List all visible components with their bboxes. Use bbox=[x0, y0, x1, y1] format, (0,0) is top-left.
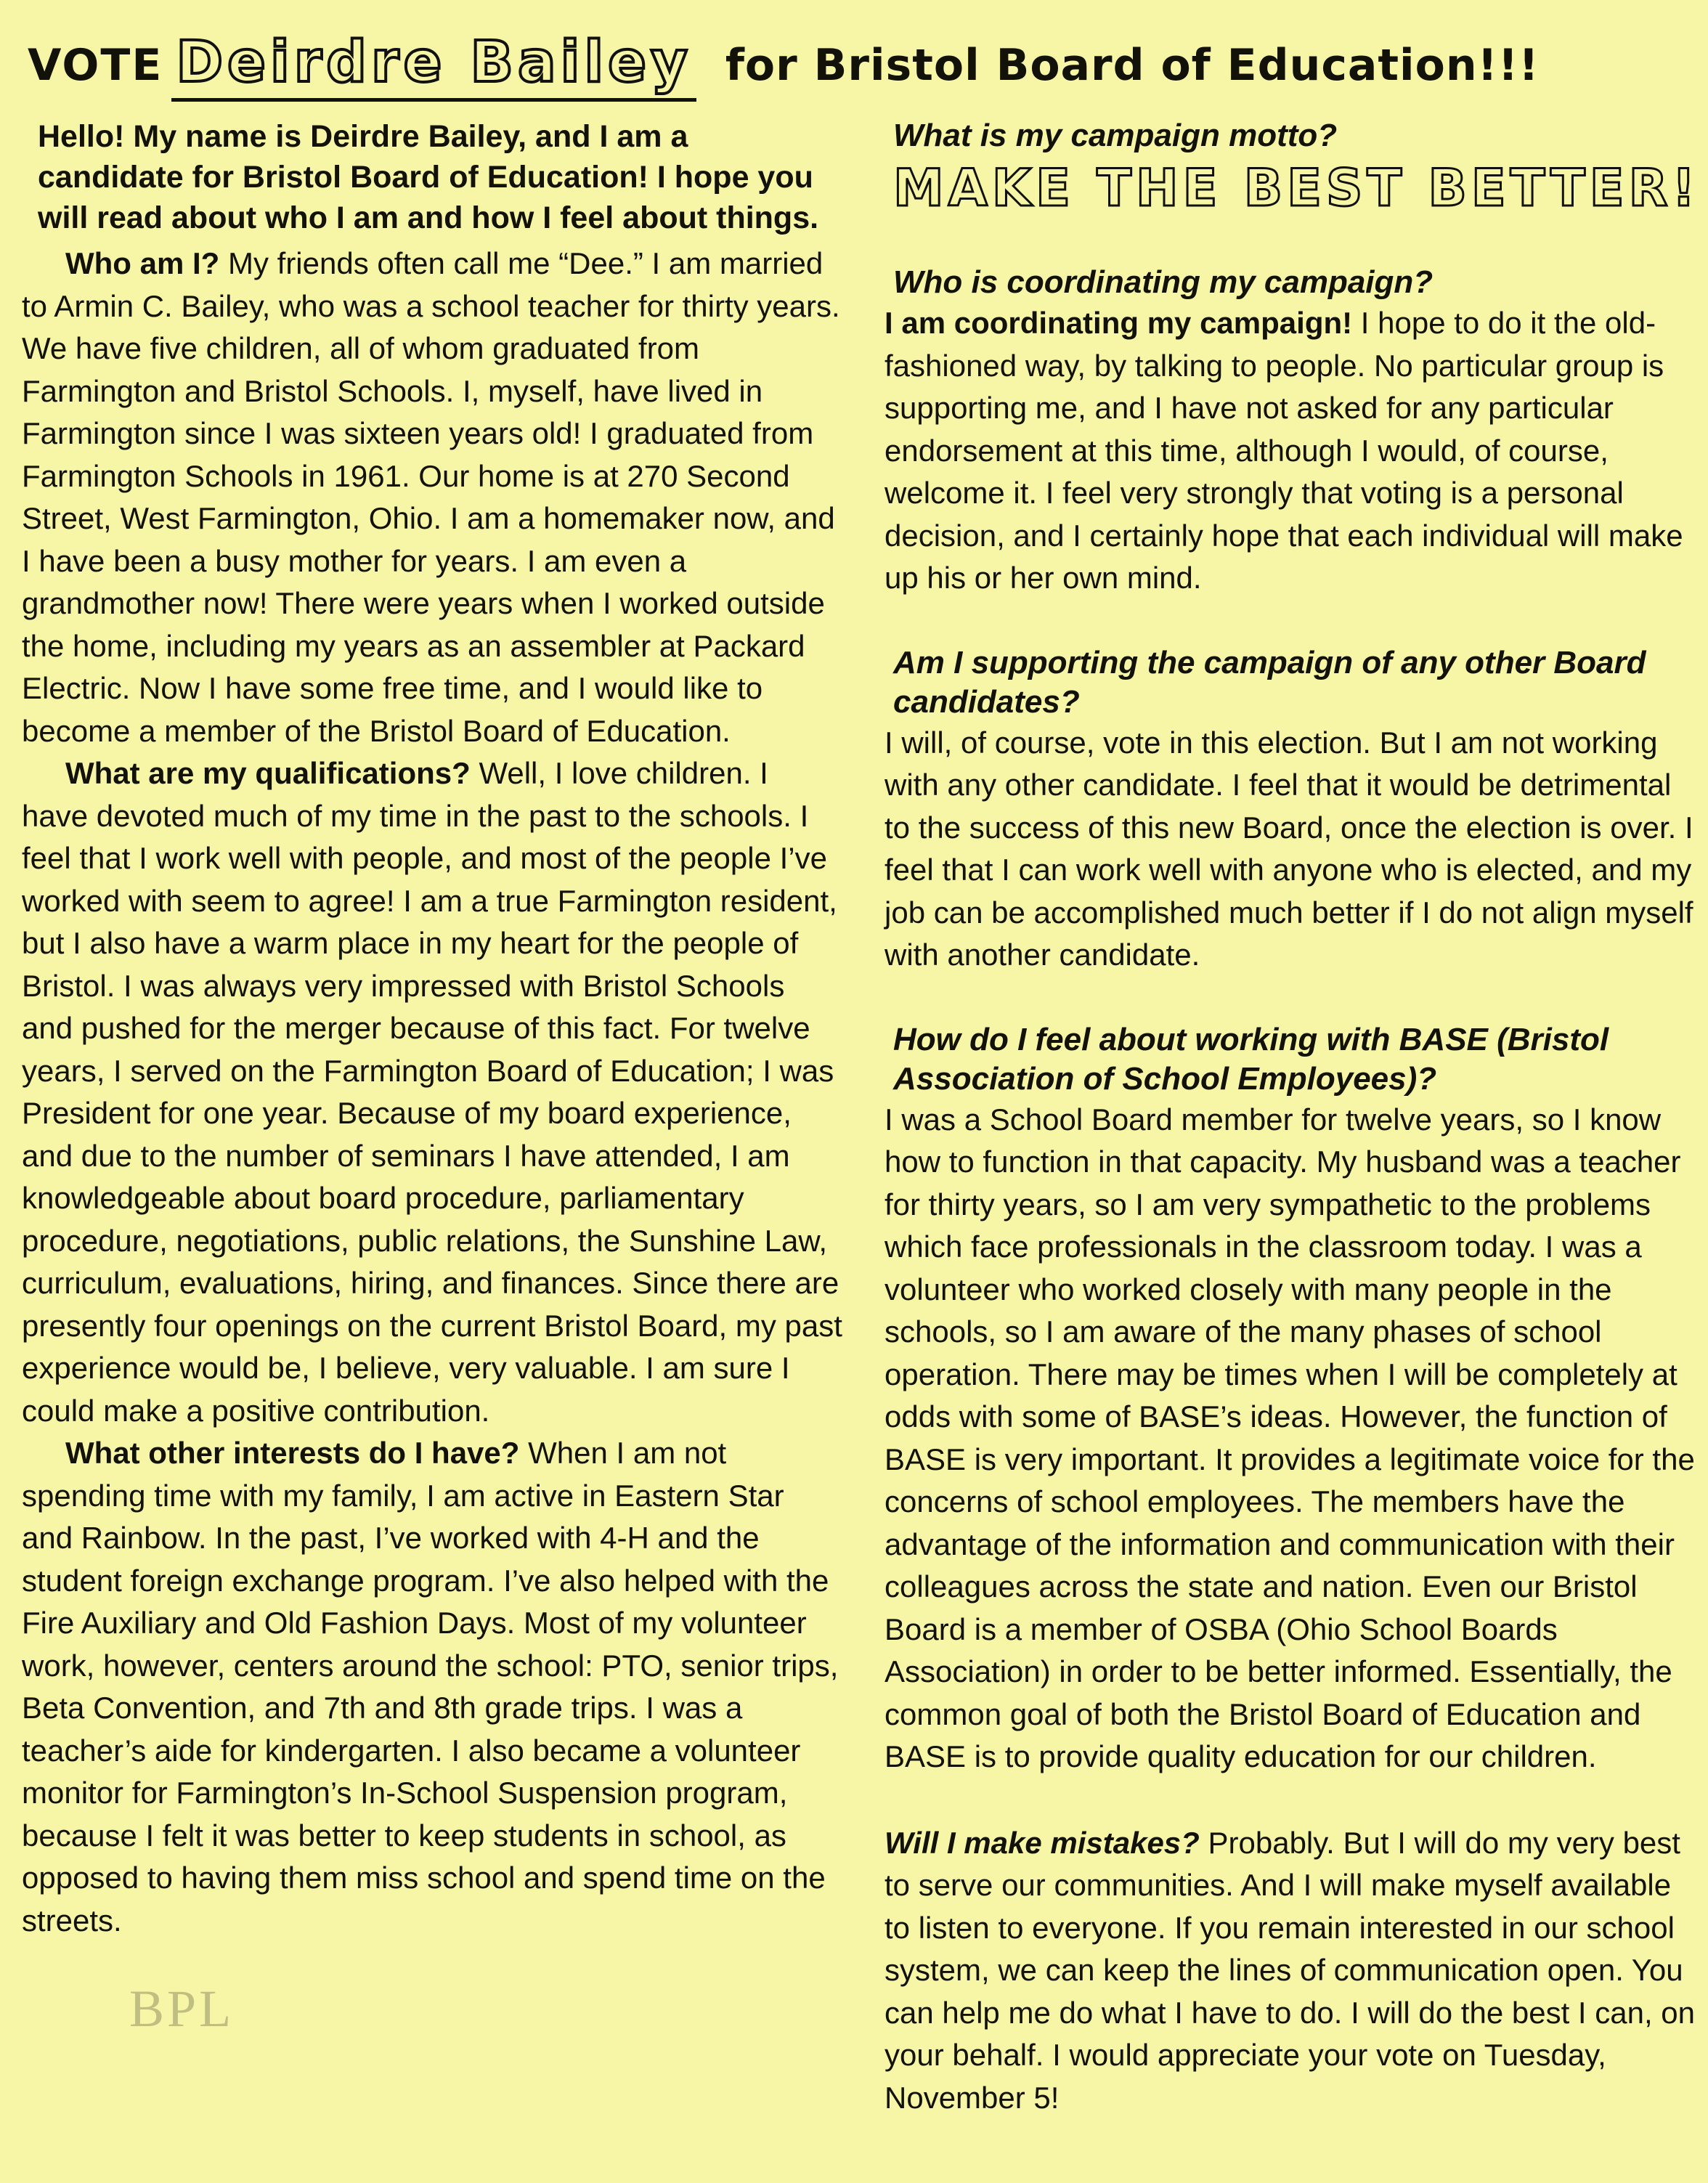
coordinating-lead: I am coordinating my campaign! bbox=[884, 306, 1353, 340]
motto-section bbox=[871, 116, 1700, 218]
flyer-header bbox=[28, 22, 1691, 109]
mistakes-section bbox=[871, 1822, 1696, 2120]
base-section bbox=[871, 1020, 1696, 1778]
intro-text: Hello! My name is Deirdre Bailey, and I am a candidate for Bristol Board of Education! I hope you will read about who I am and how I feel about things. bbox=[38, 119, 819, 235]
mistakes-body bbox=[871, 1822, 1696, 2120]
right-column bbox=[871, 116, 1700, 2163]
support-question: Am I supporting the campaign of any other Board candidates? bbox=[893, 644, 1646, 720]
base-question: How do I feel about working with BASE (Bristol Association of School Employees)? bbox=[893, 1021, 1609, 1097]
candidate-name: Deirdre Bailey bbox=[171, 30, 696, 102]
library-watermark: BPL bbox=[129, 1980, 235, 2038]
who-section bbox=[22, 243, 842, 752]
coordinating-body bbox=[871, 302, 1696, 600]
coordinating-question: Who is coordinating my campaign? bbox=[893, 264, 1434, 300]
header-tagline: for Bristol Board of Education!!! bbox=[725, 40, 1540, 91]
campaign-motto: MAKE THE BEST BETTER! bbox=[893, 158, 1700, 218]
interests-section bbox=[22, 1432, 842, 1942]
interests-text: When I am not spending time with my family, I am active in Eastern Star and Rainbow. In the past, I’ve worked with 4-H and the student foreign exchange program. I’ve also helped with the Fire Auxiliary and Old Fashion Days. Most of my volunteer work, however, centers around the school: PTO, senior trips, Beta Convention, and 7th and 8th grade trips. I was a teacher’s aide for kindergarten. I also became a volunteer monitor for Farmington’s In-School Suspension program, because I felt it was better to keep students in school, as opposed to having them miss school and spend time on the streets. bbox=[22, 1436, 839, 1938]
who-text: My friends often call me “Dee.” I am married to Armin C. Bailey, who was a school teacher for thirty years. We have five children, all of whom graduated from Farmington and Bristol Schools. I, myself, have lived in Farmington since I was sixteen years old! I graduated from Farmington Schools in 1961. Our home is at 270 Second Street, West Farmington, Ohio. I am a homemaker now, and I have been a busy mother for years. I am even a grandmother now! There were years when I worked outside the home, including my years as an assembler at Packard Electric. Now I have some free time, and I would like to become a member of the Bristol Board of Education. bbox=[22, 246, 840, 748]
mistakes-question: Will I make mistakes? bbox=[884, 1825, 1200, 1860]
support-text: I will, of course, vote in this election. But I am not working with any other candidate. I feel that it would be detrimental to the success of this new Board, once the election is over. I feel that I can work well with anyone who is elected, and my job can be accomplished much better if I do not align myself with another candidate. bbox=[884, 725, 1693, 972]
coordinating-section bbox=[871, 263, 1696, 600]
support-section bbox=[871, 643, 1696, 977]
vote-label: VOTE bbox=[28, 40, 163, 91]
qualifications-section bbox=[22, 752, 842, 1432]
coordinating-text: I hope to do it the old-fashioned way, by talking to people. No particular group is supporting me, and I have not asked for any particular endorsement at this time, although I would, of course, welcome it. I feel very strongly that voting is a personal decision, and I certainly hope that each individual will make up his or her own mind. bbox=[884, 306, 1683, 595]
mistakes-text: Probably. But I will do my very best to serve our communities. And I will make myself available to listen to everyone. If you remain interested in our school system, we can keep the lines of communication open. You can help me do what I have to do. I will do the best I can, on your behalf. I would appreciate your vote on Tuesday, November 5! bbox=[884, 1825, 1696, 2115]
left-column bbox=[22, 116, 842, 1942]
who-question: Who am I? bbox=[65, 246, 220, 280]
qualifications-question: What are my qualifications? bbox=[65, 756, 471, 790]
motto-question: What is my campaign motto? bbox=[893, 118, 1338, 153]
qualifications-text: Well, I love children. I have devoted much of my time in the past to the schools. I feel that I work well with people, and most of the people I’ve worked with seem to agree! I am a true Farmington resident, but I also have a warm place in my heart for the people of Bristol. I was always very impressed with Bristol Schools and pushed for the merger because of this fact. For twelve years, I served on the Farmington Board of Education; I was President for one year. Because of my board experience, and due to the number of seminars I have attended, I am knowledgeable about board procedure, parliamentary procedure, negotiations, public relations, the Sunshine Law, curriculum, evaluations, hiring, and finances. Since there are presently four openings on the current Bristol Board, my past experience would be, I believe, very valuable. I am sure I could make a positive contribution. bbox=[22, 756, 842, 1428]
base-text: I was a School Board member for twelve years, so I know how to function in that capacity. My husband was a teacher for thirty years, so I am very sympathetic to the problems which face professionals in the classroom today. I was a volunteer who worked closely with many people in the schools, so I am aware of the many phases of school operation. There may be times when I will be completely at odds with some of BASE’s ideas. However, the function of BASE is very important. It provides a legitimate voice for the concerns of school employees. The members have the advantage of the information and communication with their colleagues across the state and nation. Even our Bristol Board is a member of OSBA (Ohio School Boards Association) in order to be better informed. Essentially, the common goal of both the Bristol Board of Education and BASE is to provide quality education for our children. bbox=[884, 1102, 1695, 1773]
interests-question: What other interests do I have? bbox=[65, 1436, 520, 1470]
